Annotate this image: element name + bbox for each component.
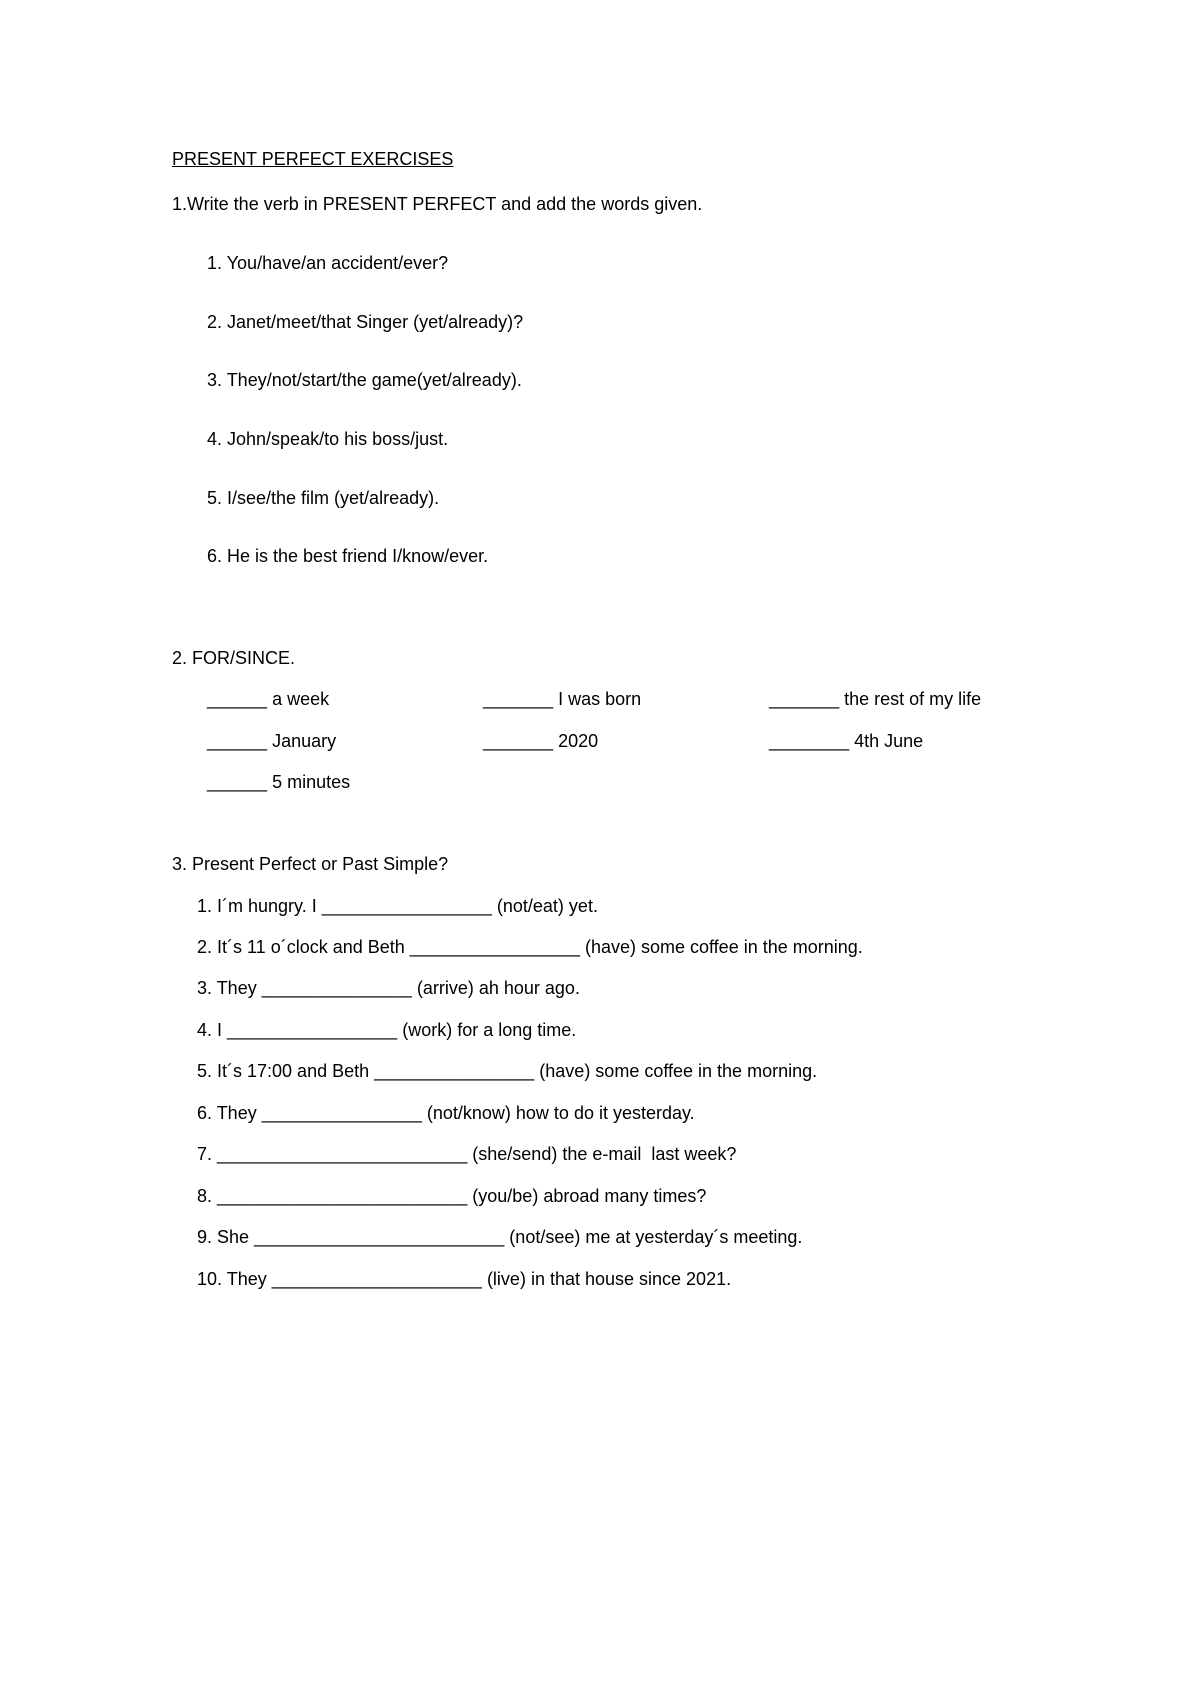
- exercise-1-item: 1. You/have/an accident/ever?: [207, 253, 449, 273]
- exercise-3-item: 2. It´s 11 o´clock and Beth _________________ (have) some coffee in the morning.: [197, 937, 863, 957]
- for-since-blank: ______ 5 minutes: [207, 772, 351, 792]
- for-since-blank: _______ 2020: [483, 731, 599, 751]
- exercise-3-item: 5. It´s 17:00 and Beth ________________ (have) some coffee in the morning.: [197, 1061, 818, 1081]
- exercise-3-item: 3. They _______________ (arrive) ah hour ago.: [197, 978, 580, 998]
- section-2-heading: 2. FOR/SINCE.: [172, 648, 296, 668]
- exercise-3-item: 1. I´m hungry. I _________________ (not/eat) yet.: [197, 896, 598, 916]
- for-since-blank: _______ the rest of my life: [769, 689, 982, 709]
- page-title: PRESENT PERFECT EXERCISES: [172, 149, 454, 169]
- for-since-blank: ______ a week: [207, 689, 330, 709]
- exercise-3-item: 9. She _________________________ (not/see) me at yesterday´s meeting.: [197, 1227, 803, 1247]
- exercise-3-item: 7. _________________________ (she/send) the e-mail last week?: [197, 1144, 737, 1164]
- exercise-3-item: 10. They _____________________ (live) in that house since 2021.: [197, 1269, 732, 1289]
- exercise-1-item: 6. He is the best friend I/know/ever.: [207, 546, 489, 566]
- exercise-3-item: 6. They ________________ (not/know) how to do it yesterday.: [197, 1103, 695, 1123]
- for-since-blank: ________ 4th June: [769, 731, 924, 751]
- section-1-heading: 1.Write the verb in PRESENT PERFECT and add the words given.: [172, 194, 703, 214]
- for-since-blank: ______ January: [207, 731, 337, 751]
- exercise-1-item: 3. They/not/start/the game(yet/already).: [207, 370, 522, 390]
- exercise-1-item: 2. Janet/meet/that Singer (yet/already)?: [207, 312, 524, 332]
- exercise-1-item: 5. I/see/the film (yet/already).: [207, 488, 440, 508]
- section-3-heading: 3. Present Perfect or Past Simple?: [172, 854, 449, 874]
- exercise-3-item: 4. I _________________ (work) for a long time.: [197, 1020, 577, 1040]
- for-since-blank: _______ I was born: [483, 689, 642, 709]
- exercise-3-item: 8. _________________________ (you/be) abroad many times?: [197, 1186, 707, 1206]
- exercise-1-item: 4. John/speak/to his boss/just.: [207, 429, 449, 449]
